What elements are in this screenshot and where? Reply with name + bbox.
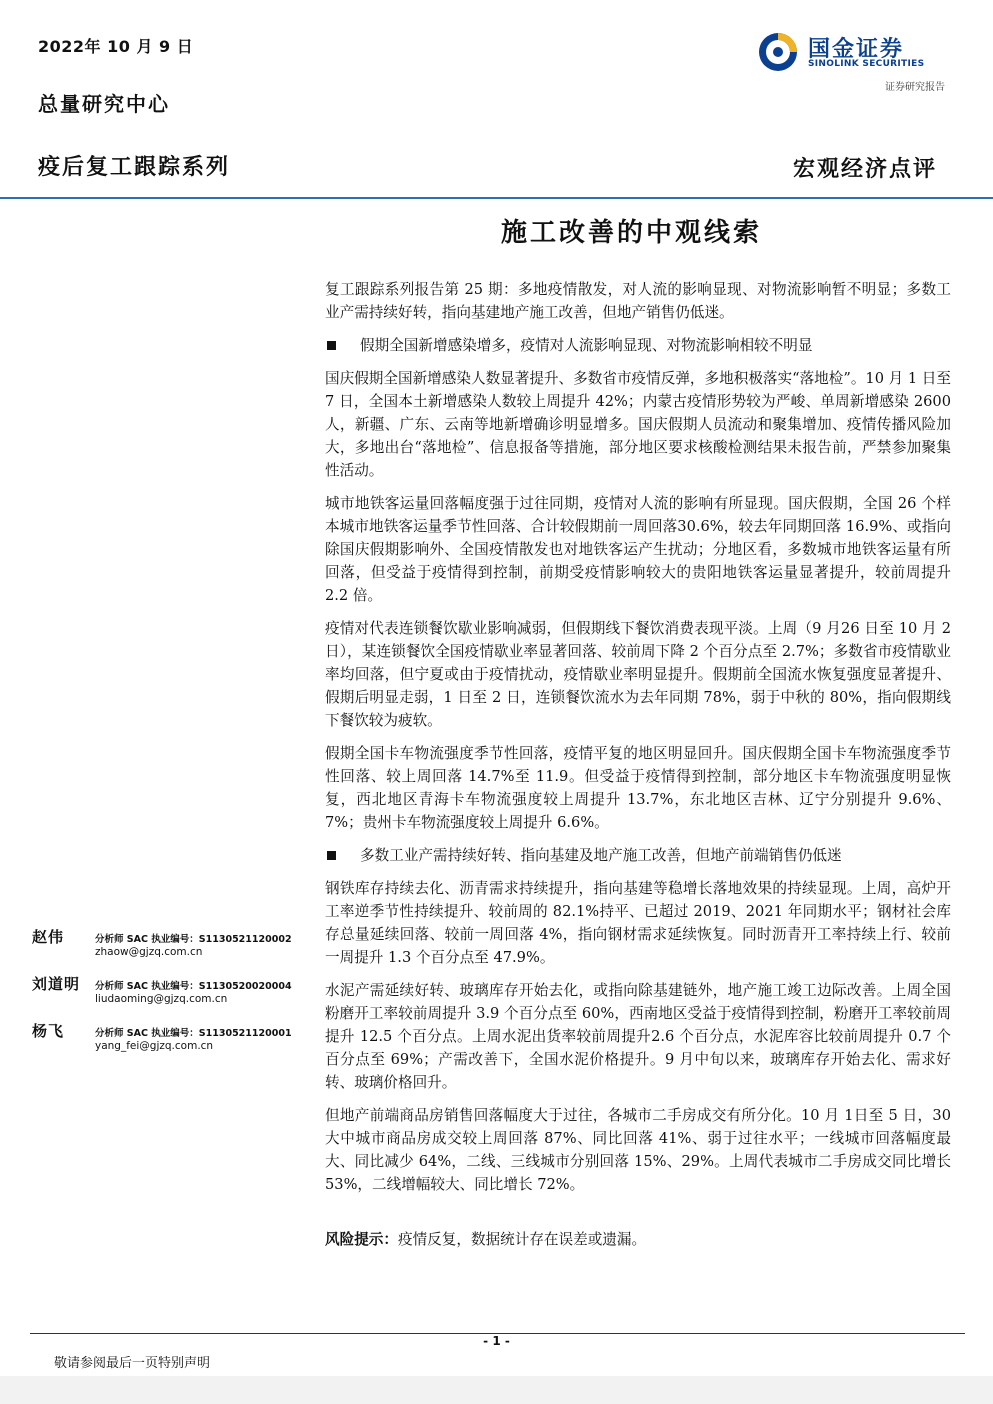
logo-subtitle: 证券研究报告 [885,82,945,93]
paragraph-subway: 城市地铁客运量回落幅度强于过往同期，疫情对人流的影响有所显现。国庆假期，全国 26 个样本城市地铁客运量季节性回落、合计较假期前一周回落30.6%，较去年同期回落 16.9%、或指向除国庆假期影响外、全国疫情散发也对地铁客运产生扰动；分地区看，多数城市地铁客运量有所回落，但受益于疫情得到控制，前期受疫情影响较大的贵阳地铁客运量显著提升，较前周提升 2.2 倍。 [325,495,951,604]
analyst-sac-id: 分析师 SAC 执业编号：S1130521120002 [95,934,292,945]
analyst-name: 杨飞 [32,1022,65,1040]
section-heading-1-text: 假期全国新增感染增多，疫情对人流影响显现、对物流影响相较不明显 [360,337,813,354]
report-title: 施工改善的中观线索 [500,218,762,248]
analyst-email[interactable]: liudaoming@gjzq.com.cn [95,993,228,1005]
analyst-name: 刘道明 [32,975,81,993]
research-center-name: 总量研究中心 [38,92,170,116]
section-heading-2-text: 多数工业产需持续好转、指向基建及地产施工改善，但地产前端销售仍低迷 [360,847,842,864]
logo-chinese-name: 国金证券 [808,37,905,62]
bullet-square-icon [327,341,336,350]
paragraph-cement-glass: 水泥产需延续好转、玻璃库存开始去化，或指向除基建链外，地产施工竣工边际改善。上周全国粉磨开工率较前周提升 3.9 个百分点至 60%，西南地区受益于疫情得到控制，粉磨开工率较前周提升 12.5 个百分点。上周水泥出货率较前周提升2.6 个百分点，水泥库容比较前周提升 0.7 个百分点至 69%；产需改善下，全国水泥价格提升。9 月中旬以来，玻璃库存开始去化、需求好转、玻璃价格回升。 [325,982,951,1091]
intro-paragraph: 复工跟踪系列报告第 25 期：多地疫情散发，对人流的影响显现、对物流影响暂不明显；多数工业产需持续好转，指向基建地产施工改善，但地产销售仍低迷。 [325,281,951,321]
company-logo [756,30,946,74]
analyst-name: 赵伟 [32,928,65,946]
logo-mark-icon [756,30,802,74]
analyst-sac-id: 分析师 SAC 执业编号：S1130521120001 [95,1028,292,1039]
page-number: - 1 - [483,1334,510,1348]
analyst-email[interactable]: zhaow@gjzq.com.cn [95,946,203,958]
bullet-square-icon [327,851,336,860]
risk-label: 风险提示： [325,1231,398,1248]
report-body [325,278,951,1261]
bottom-band [0,1376,993,1404]
report-type: 宏观经济点评 [792,156,937,182]
paragraph-catering: 疫情对代表连锁餐饮歇业影响减弱，但假期线下餐饮消费表现平淡。上周（9 月26 日至 10 月 2 日），某连锁餐饮全国疫情歇业率显著回落、较前周下降 2 个百分点至 2.7%；多数省市疫情歇业率均回落，但宁夏或由于疫情扰动，疫情歇业率明显提升。假期前全国流水恢复强度显著提升、假期后明显走弱，1 日至 2 日，连锁餐饮流水为去年同期 78%，弱于中秋的 80%，指向假期线下餐饮较为疲软。 [325,620,951,729]
analyst-sac-id: 分析师 SAC 执业编号：S1130520020004 [95,981,292,992]
series-name: 疫后复工跟踪系列 [38,154,231,180]
report-date: 2022年 10 月 9 日 [38,37,194,56]
logo-english-name: SINOLINK SECURITIES [808,59,925,69]
paragraph-steel: 钢铁库存持续去化、沥青需求持续提升，指向基建等稳增长落地效果的持续显现。上周，高炉开工率逆季节性持续提升、较前周的 82.1%持平、已超过 2019、2021 年同期水平；钢材社会库存总量延续回落、较前一周回落 4%，指向钢材需求延续恢复。同时沥青开工率持续上行、较前一周提升 1.3 个百分点至 47.9%。 [325,880,951,966]
header-divider [0,197,993,199]
analyst-entry [32,926,312,973]
paragraph-property-sales: 但地产前端商品房销售回落幅度大于过往，各城市二手房成交有所分化。10 月 1日至 5 日，30 大中城市商品房成交较上周回落 87%、同比回落 41%、弱于过往水平；一线城市回落幅度最大、同比减少 64%，二线、三线城市分别回落 15%、29%。上周代表城市二手房成交同比增长 53%，二线增幅较大、同比增长 72%。 [325,1107,951,1193]
paragraph-infections: 国庆假期全国新增感染人数显著提升、多数省市疫情反弹，多地积极落实“落地检”。10 月 1 日至 7 日，全国本土新增感染人数较上周提升 42%；内蒙古疫情形势较为严峻、单周新增感染 2600 人，新疆、广东、云南等地新增确诊明显增多。国庆假期人员流动和聚集增加、疫情传播风险加大，多地出台“落地检”、信息报备等措施，部分地区要求核酸检测结果未报告前，严禁参加聚集性活动。 [325,370,951,479]
section-heading-1 [325,334,951,357]
analyst-entry [32,1020,312,1067]
risk-warning [325,1228,951,1251]
section-heading-2 [325,844,951,867]
analyst-email[interactable]: yang_fei@gjzq.com.cn [95,1040,214,1052]
paragraph-truck-logistics: 假期全国卡车物流强度季节性回落，疫情平复的地区明显回升。国庆假期全国卡车物流强度季节性回落、较上周回落 14.7%至 11.9。但受益于疫情得到控制，部分地区卡车物流强度明显恢复，西北地区青海卡车物流强度较上周提升 13.7%，东北地区吉林、辽宁分别提升 9.6%、7%；贵州卡车物流强度较上周提升 6.6%。 [325,745,951,831]
footer-disclaimer-note: 敬请参阅最后一页特别声明 [54,1356,211,1371]
analyst-entry [32,973,312,1020]
risk-text: 疫情反复，数据统计存在误差或遗漏。 [397,1231,647,1248]
analyst-list [32,926,312,1067]
